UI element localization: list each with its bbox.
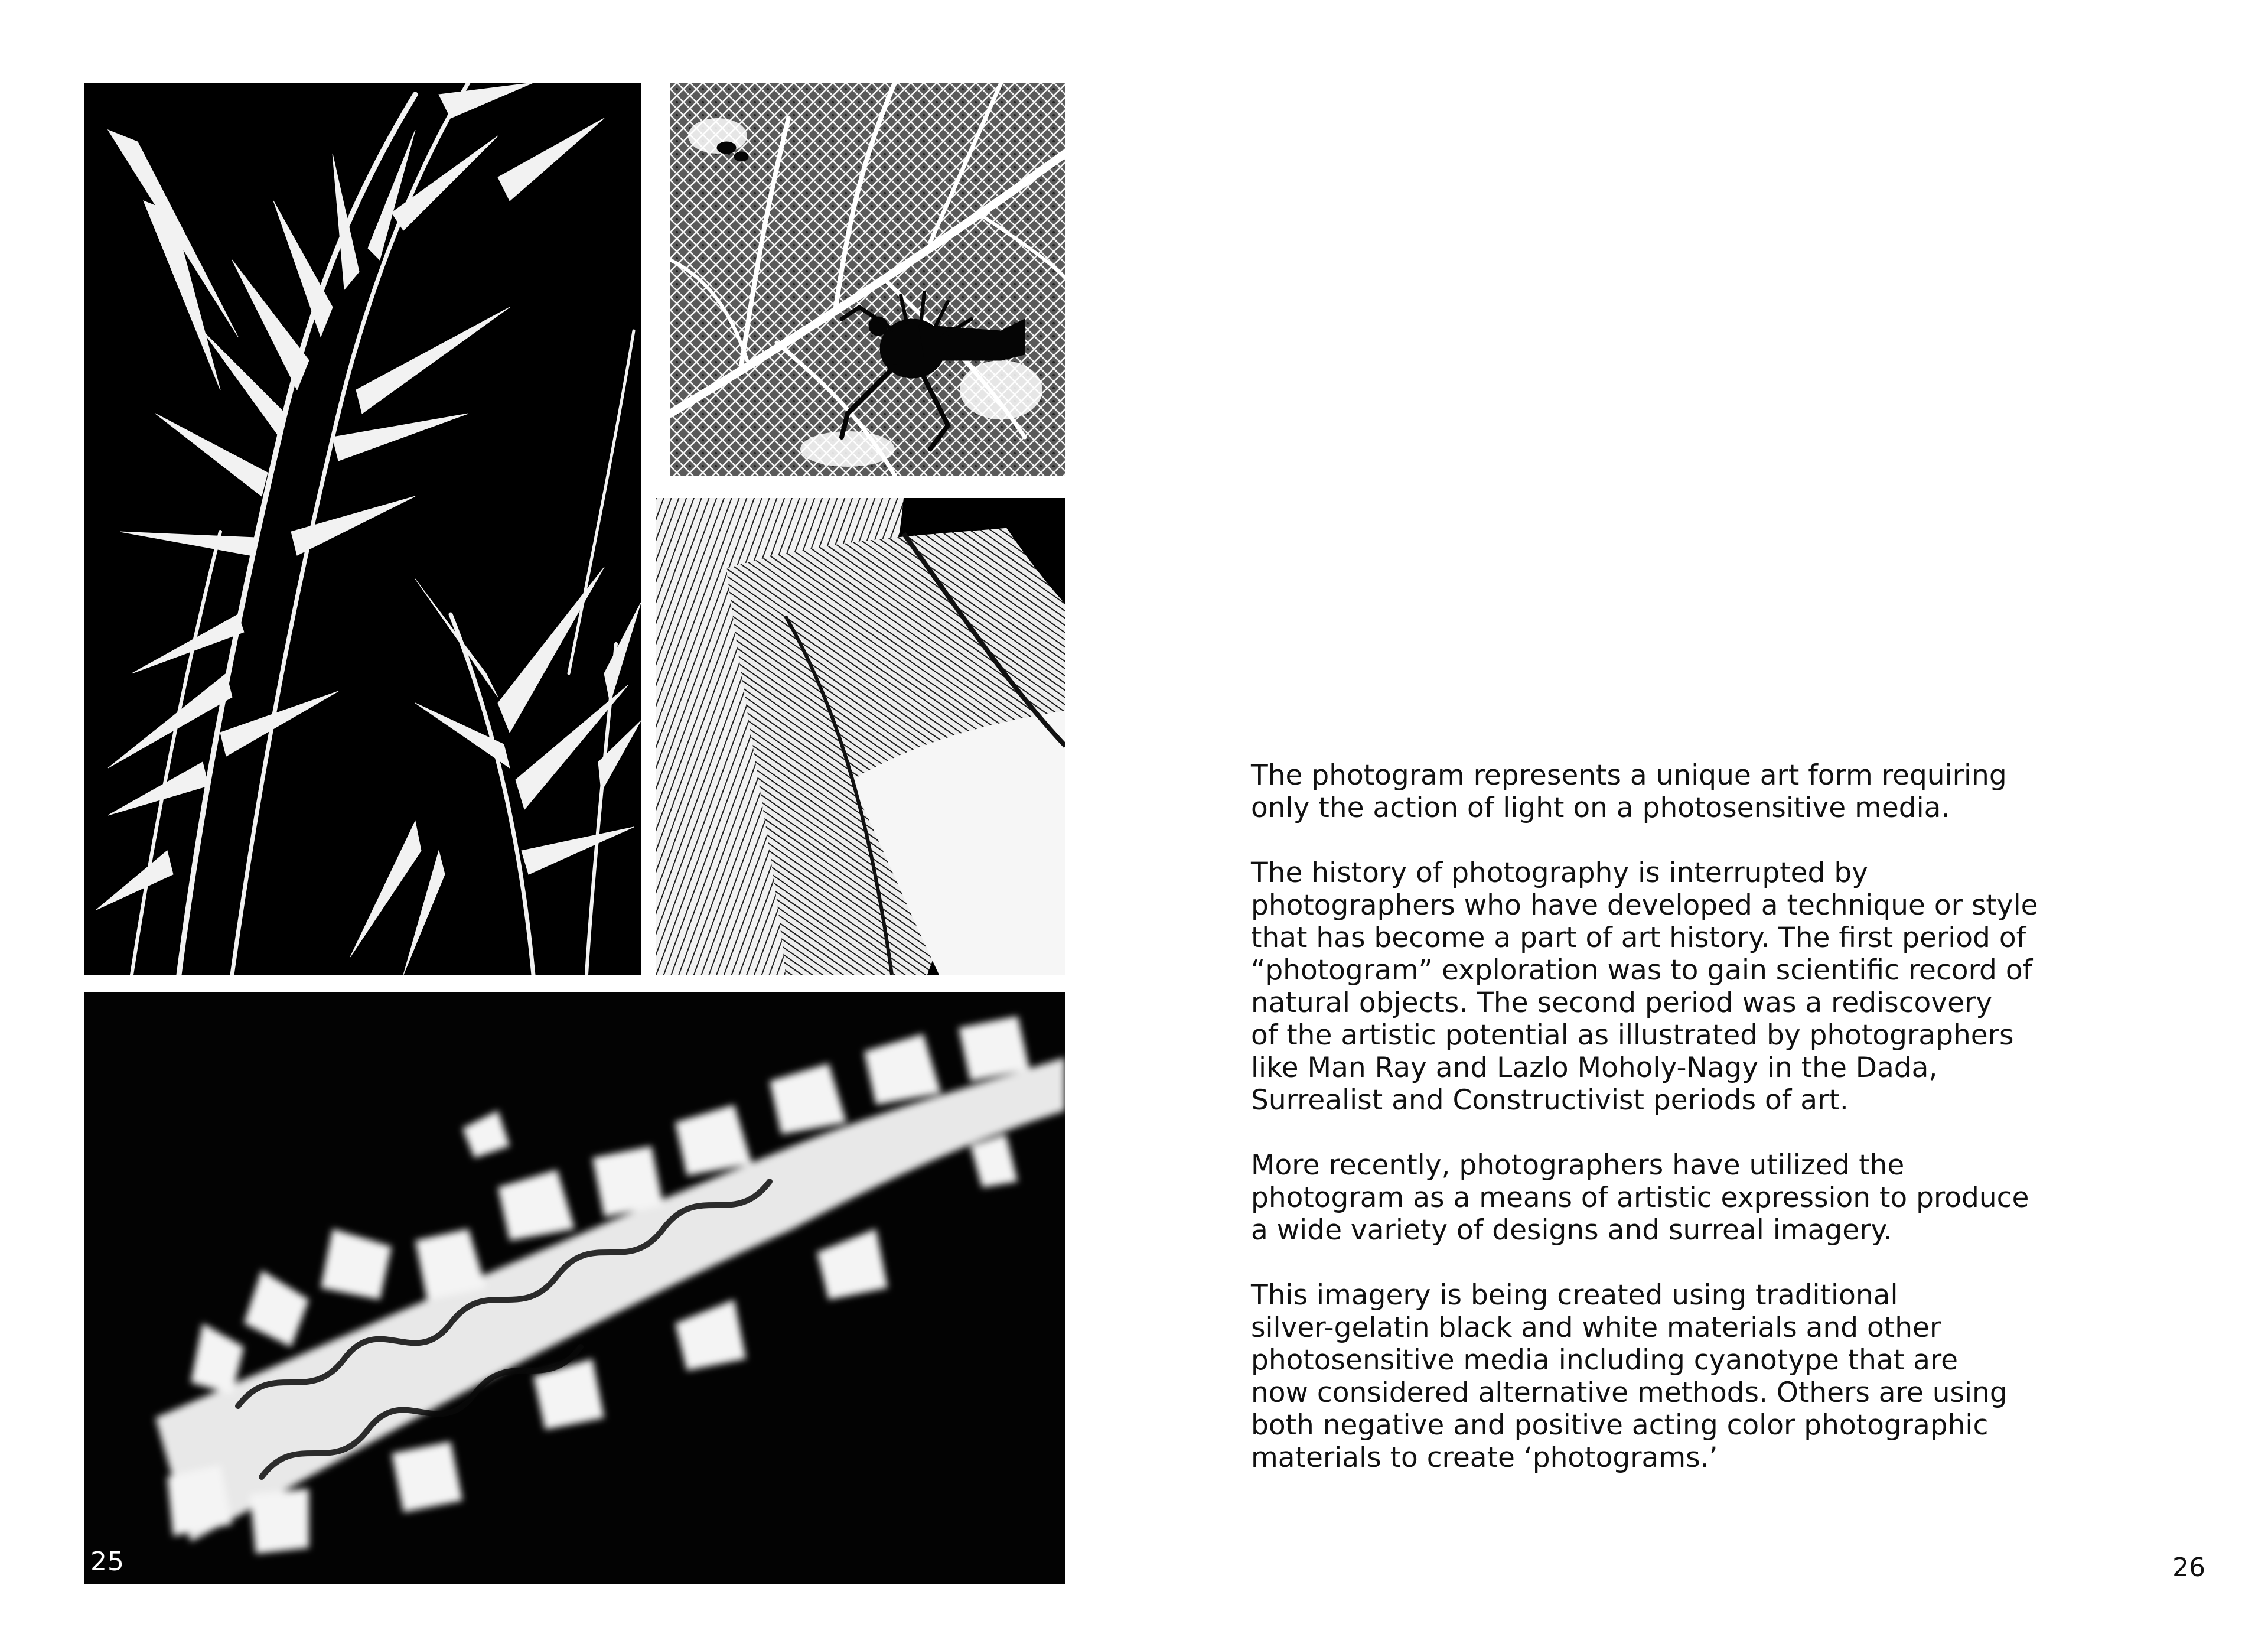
fern-leaves-photogram-image	[84, 992, 1065, 1584]
grass-photogram-image	[84, 83, 641, 975]
paragraph-history: The history of photography is interrupted by photographers who have developed a technique or style that has become a part of art history. The first period of “photogram” exploration was to gain scientific record of natural objects. The second period was a rediscovery of the artistic potential as illustrated by photographers like Man Ray and Lazlo Moholy-Nagy in the Dada, Surrealist and Constructivist periods of art.	[1251, 857, 2038, 1117]
body-text	[1251, 759, 2101, 1474]
right-page-number: 26	[2172, 1553, 2205, 1583]
fern-leaves-photogram-icon	[84, 992, 1065, 1584]
paragraph-recent: More recently, photographers have utilized the photogram as a means of artistic expression to produce a wide variety of designs and surreal imagery.	[1251, 1149, 2029, 1247]
grass-photogram-icon	[84, 83, 641, 975]
leaf-spider-photogram-image	[670, 83, 1065, 476]
leaf-spider-photogram-icon	[670, 83, 1065, 476]
feather-photogram-icon	[656, 498, 1065, 975]
left-page-number: 25	[90, 1547, 125, 1577]
paragraph-intro: The photogram represents a unique art form requiring only the action of light on a photosensitive media.	[1251, 759, 2007, 824]
paragraph-materials: This imagery is being created using traditional silver-gelatin black and white materials and other photosensitive media including cyanotype that are now considered alternative methods. Others are using both negative and positive acting color photographic materials to create ‘photograms.’	[1251, 1279, 2008, 1474]
feather-photogram-image	[656, 498, 1065, 975]
